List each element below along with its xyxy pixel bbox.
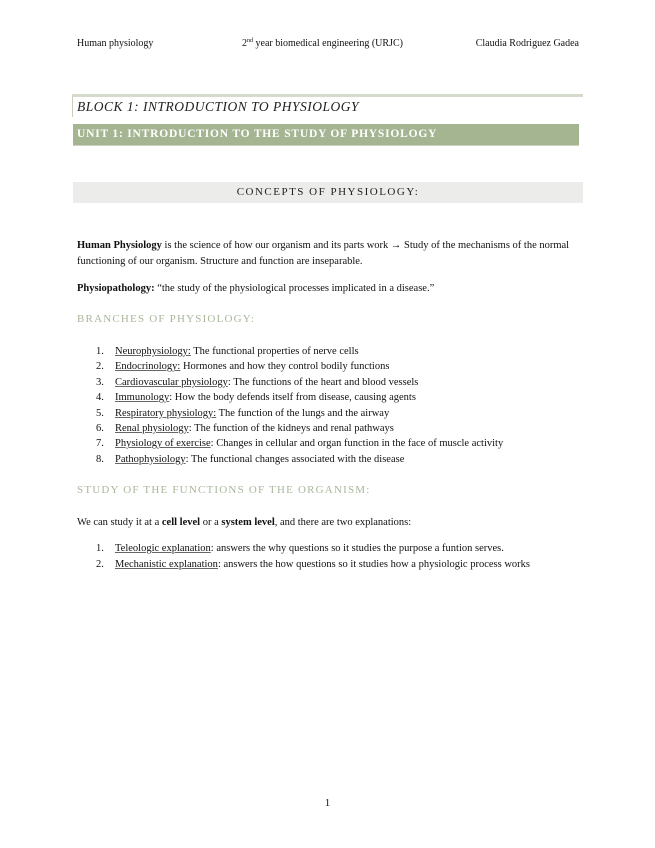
list-item: [96, 390, 582, 405]
study-intro: [77, 515, 582, 531]
branch-description: The functional properties of nerve cells: [190, 346, 359, 357]
list-number: 6.: [96, 423, 104, 435]
page-header: [77, 38, 579, 52]
explanations-list: [96, 541, 582, 572]
list-item: [96, 421, 582, 436]
explanation-description: : answers the why questions so it studies the purpose a funtion serves.: [210, 543, 504, 554]
list-item: [96, 452, 582, 467]
branch-term: Immunology: [115, 392, 170, 404]
list-number: 7.: [96, 438, 104, 450]
branch-term: Respiratory physiology:: [115, 407, 217, 419]
block-title: BLOCK 1: INTRODUCTION TO PHYSIOLOGY: [72, 94, 583, 117]
header-author: Claudia Rodriguez Gadea: [475, 38, 579, 49]
list-number: 1.: [96, 346, 104, 357]
branch-description: : The function of the kidneys and renal pathways: [188, 423, 394, 435]
header-year-suffix: nd: [247, 38, 253, 44]
list-item: [96, 541, 582, 557]
list-item: [96, 375, 582, 390]
physiopathology-definition: “the study of the physiological processes implicated in a disease.”: [154, 283, 435, 294]
list-item: [96, 557, 582, 573]
branch-description: : The functional changes associated with the disease: [185, 453, 405, 465]
branch-description: Hormones and how they control bodily functions: [180, 361, 390, 373]
list-item: [96, 359, 582, 374]
branch-term: Cardiovascular physiology: [115, 376, 228, 388]
list-number: 1.: [96, 543, 104, 554]
human-physiology-definition: is the science of how our organism and its parts work → Study of the mechanisms of the normal functioning of our organism. Structure and function are inseparable.: [77, 240, 570, 267]
study-intro-text: We can study it at a: [77, 517, 162, 528]
explanation-description: : answers the how questions so it studies how a physiologic process works: [217, 558, 530, 570]
branch-description: : The functions of the heart and blood vessels: [227, 376, 419, 388]
study-intro-text: or a: [200, 517, 222, 528]
branch-term: Endocrinology:: [115, 361, 181, 373]
list-number: 4.: [96, 392, 104, 404]
list-item: [96, 436, 582, 451]
branch-term: Neurophysiology:: [115, 346, 191, 357]
human-physiology-paragraph: [77, 238, 582, 270]
list-number: 8.: [96, 453, 104, 465]
header-year-number: 2: [242, 38, 247, 49]
branch-term: Pathophysiology: [115, 453, 186, 465]
branch-term: Physiology of exercise: [115, 438, 211, 450]
branches-list: [96, 344, 582, 467]
explanation-term: Teleologic explanation: [115, 543, 211, 554]
list-item: [96, 344, 582, 359]
explanation-term: Mechanistic explanation: [115, 558, 218, 570]
system-level-term: system level: [221, 517, 275, 528]
list-number: 2.: [96, 361, 104, 373]
branch-description: : Changes in cellular and organ function in the face of muscle activity: [210, 438, 504, 450]
header-year: [242, 38, 403, 49]
page-number: 1: [324, 797, 331, 809]
concepts-heading: CONCEPTS OF PHYSIOLOGY:: [73, 182, 583, 203]
study-intro-text: , and there are two explanations:: [274, 517, 412, 528]
cell-level-term: cell level: [161, 517, 201, 528]
list-number: 2.: [96, 558, 104, 570]
branch-description: : How the body defends itself from disease, causing agents: [169, 392, 416, 404]
list-item: [96, 406, 582, 421]
physiopathology-paragraph: [77, 281, 582, 297]
header-course: Human physiology: [77, 38, 154, 49]
branch-term: Renal physiology: [115, 423, 189, 435]
physiopathology-term: Physiopathology:: [77, 283, 155, 294]
human-physiology-term: Human Physiology: [77, 240, 162, 251]
unit-title: UNIT 1: INTRODUCTION TO THE STUDY OF PHYSIOLOGY: [73, 124, 579, 146]
branches-heading: BRANCHES OF PHYSIOLOGY:: [77, 313, 256, 325]
header-year-text: year biomedical engineering (URJC): [253, 38, 403, 49]
study-heading: STUDY OF THE FUNCTIONS OF THE ORGANISM:: [77, 484, 371, 496]
branch-description: The function of the lungs and the airway: [216, 407, 390, 419]
list-number: 5.: [96, 407, 104, 419]
list-number: 3.: [96, 376, 104, 388]
